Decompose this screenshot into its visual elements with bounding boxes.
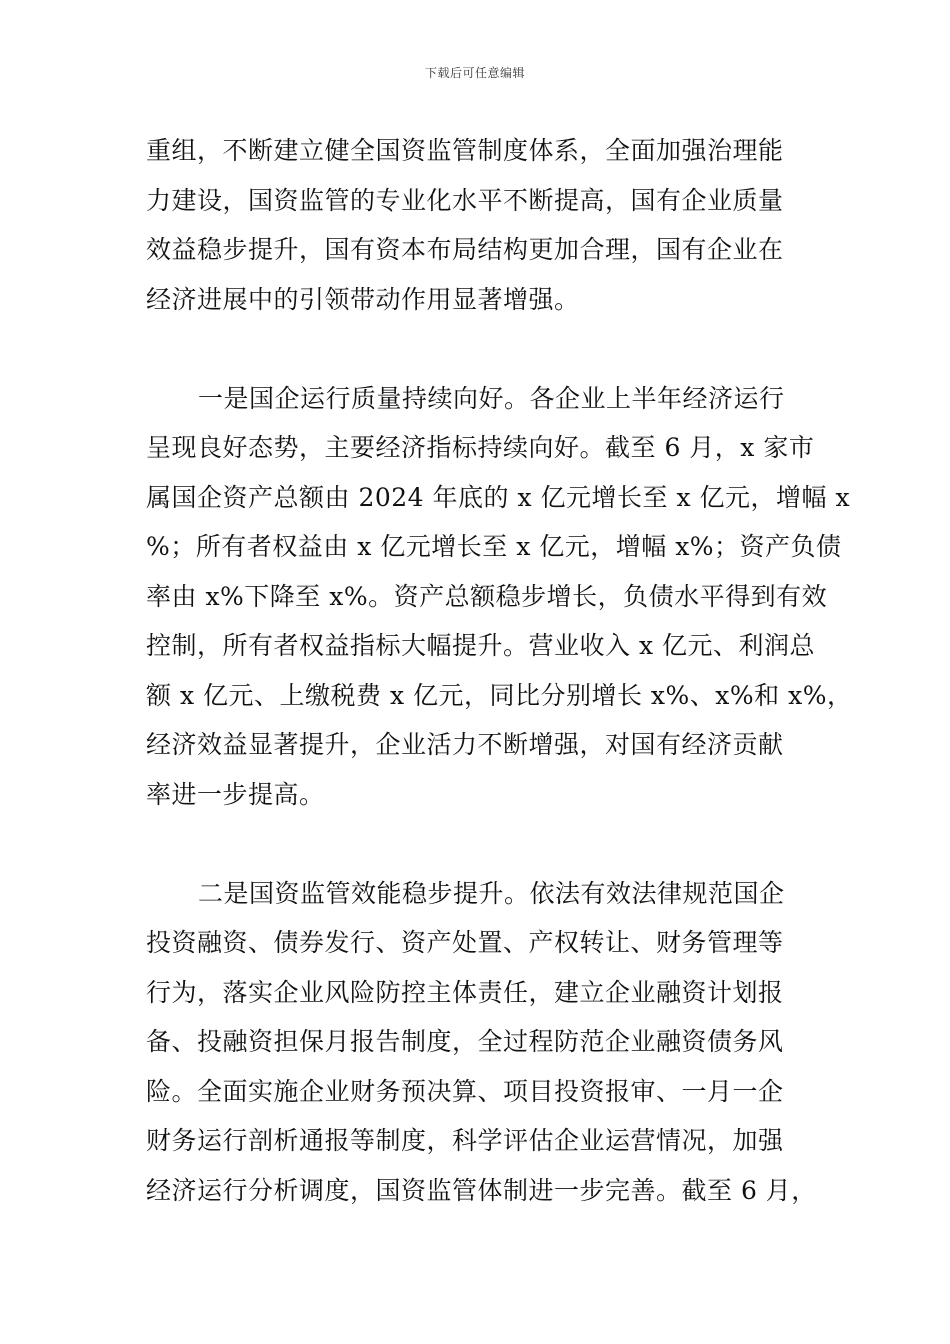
document-body [146,126,853,1215]
text-line: 备、投融资担保月报告制度，全过程防范企业融资债务风 [146,1027,784,1056]
text-line: 经济效益显著提升，企业活力不断增强，对国有经济贡献 [146,730,784,759]
text-line: 经济运行分析调度，国资监管体制进一步完善。截至 6 月， [146,1175,817,1205]
text-line: 呈现良好态势，主要经济指标持续向好。截至 6 月，x 家市 [146,433,815,462]
text-line: 重组，不断建立健全国资监管制度体系，全面加强治理能 [146,136,784,165]
paragraph-continuation [146,126,808,324]
text-line: 率进一步提高。 [146,779,325,809]
text-line: 一是国企运行质量持续向好。各企业上半年经济运行 [198,383,785,413]
text-line: %；所有者权益由 x 亿元增长至 x 亿元，增幅 x%；资产负债 [146,532,842,561]
text-line: 财务运行剖析通报等制度，科学评估企业运营情况，加强 [146,1126,784,1155]
text-line: 力建设，国资监管的专业化水平不断提高，国有企业质量 [146,185,784,215]
paragraph-spacer [146,819,808,869]
text-line: 额 x 亿元、上缴税费 x 亿元，同比分别增长 x%、x%和 x%， [146,680,853,710]
text-line: 险。全面实施企业财务预决算、项目投资报审、一月一企 [146,1076,784,1106]
paragraph-spacer [146,324,808,374]
text-line: 二是国资监管效能稳步提升。依法有效法律规范国企 [198,878,785,908]
page-header-note: 下载后可任意编辑 [424,66,525,80]
text-line: 控制，所有者权益指标大幅提升。营业收入 x 亿元、利润总 [146,631,815,660]
text-line: 率由 x%下降至 x%。资产总额稳步增长，负债水平得到有效 [146,581,828,611]
text-line: 经济进展中的引领带动作用显著增强。 [146,284,580,314]
text-line: 效益稳步提升，国有资本布局结构更加合理，国有企业在 [146,235,784,264]
text-line: 投资融资、债券发行、资产处置、产权转让、财务管理等 [146,928,784,957]
text-line: 属国企资产总额由 2024 年底的 x 亿元增长至 x 亿元，增幅 x [146,482,851,512]
text-line: 行为，落实企业风险防控主体责任，建立企业融资计划报 [146,977,784,1007]
paragraph-soe-performance [146,374,853,820]
paragraph-supervision-efficiency [146,869,817,1216]
